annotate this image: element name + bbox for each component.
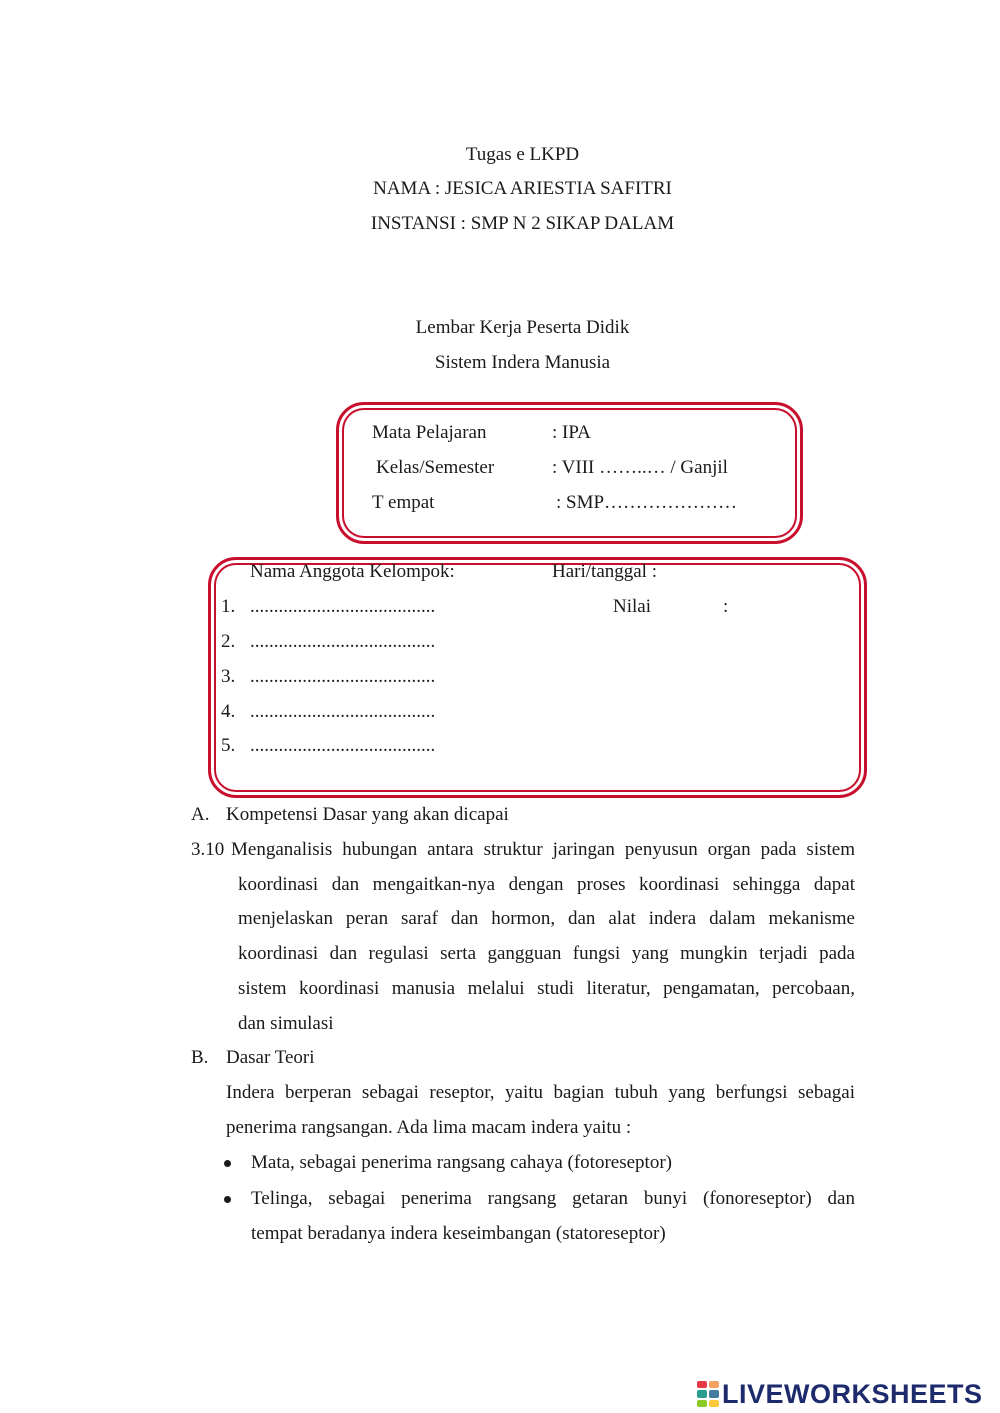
section-a-title: Kompetensi Dasar yang akan dicapai [226, 804, 509, 825]
member-name-field[interactable]: ....................................... [250, 701, 436, 722]
kd-text-line: koordinasi dan mengaitkan-nya dengan proses koordinasi sehingga dapat [238, 874, 855, 895]
member-name-field[interactable]: ....................................... [250, 666, 436, 687]
place-label: T empat [372, 492, 435, 513]
group-members-label: Nama Anggota Kelompok: [250, 561, 455, 582]
subject-label: Mata Pelajaran [372, 422, 487, 443]
member-number: 4. [221, 701, 236, 722]
member-number: 5. [221, 735, 236, 756]
member-number: 1. [221, 596, 236, 617]
place-value[interactable]: : SMP………………… [556, 492, 738, 513]
liveworksheets-logo [697, 1378, 983, 1410]
class-semester-label: Kelas/Semester [376, 457, 495, 478]
bullet-item-text: Telinga, sebagai penerima rangsang getaran bunyi (fonoreseptor) dan [251, 1188, 855, 1209]
kd-text-line: menjelaskan peran saraf dan hormon, dan alat indera dalam mekanisme [238, 908, 855, 929]
kd-text-line: dan simulasi [238, 1013, 334, 1034]
section-b-letter: B. [191, 1047, 209, 1068]
student-name: NAMA : JESICA ARIESTIA SAFITRI [373, 178, 672, 199]
member-name-field[interactable]: ....................................... [250, 631, 436, 652]
theory-text-line: Indera berperan sebagai reseptor, yaitu bagian tubuh yang berfungsi sebagai [226, 1082, 855, 1103]
theory-text-line: penerima rangsangan. Ada lima macam indera yaitu : [226, 1117, 632, 1138]
section-a-letter: A. [191, 804, 210, 825]
bullet-icon [224, 1196, 231, 1203]
liveworksheets-logo-text: LIVEWORKSHEETS [722, 1378, 983, 1409]
worksheet-topic: Sistem Indera Manusia [434, 352, 611, 373]
worksheet-title: Lembar Kerja Peserta Didik [415, 317, 630, 338]
subject-value: : IPA [552, 422, 591, 443]
bullet-icon [224, 1160, 231, 1167]
bullet-item-text: tempat beradanya indera keseimbangan (statoreseptor) [251, 1223, 666, 1244]
member-number: 2. [221, 631, 236, 652]
kd-text-line: sistem koordinasi manusia melalui studi literatur, pengamatan, percobaan, [238, 978, 855, 999]
kd-text-line: koordinasi dan regulasi serta gangguan fungsi yang mungkin terjadi pada [238, 943, 855, 964]
score-label: Nilai [613, 596, 651, 617]
section-b-title: Dasar Teori [226, 1047, 315, 1068]
date-label[interactable]: Hari/tanggal : [552, 561, 657, 582]
bullet-item-text: Mata, sebagai penerima rangsang cahaya (fotoreseptor) [251, 1152, 672, 1173]
document-title: Tugas e LKPD [465, 144, 580, 165]
member-name-field[interactable]: ....................................... [250, 596, 436, 617]
member-name-field[interactable]: ....................................... [250, 735, 436, 756]
kd-number: 3.10 [191, 839, 225, 860]
kd-text-line: Menganalisis hubungan antara struktur jaringan penyusun organ pada sistem [231, 839, 855, 860]
score-colon[interactable]: : [723, 596, 729, 617]
class-semester-value[interactable]: : VIII ……..… / Ganjil [552, 457, 728, 478]
member-number: 3. [221, 666, 236, 687]
liveworksheets-logo-icon [697, 1381, 719, 1407]
school-name: INSTANSI : SMP N 2 SIKAP DALAM [370, 213, 675, 234]
